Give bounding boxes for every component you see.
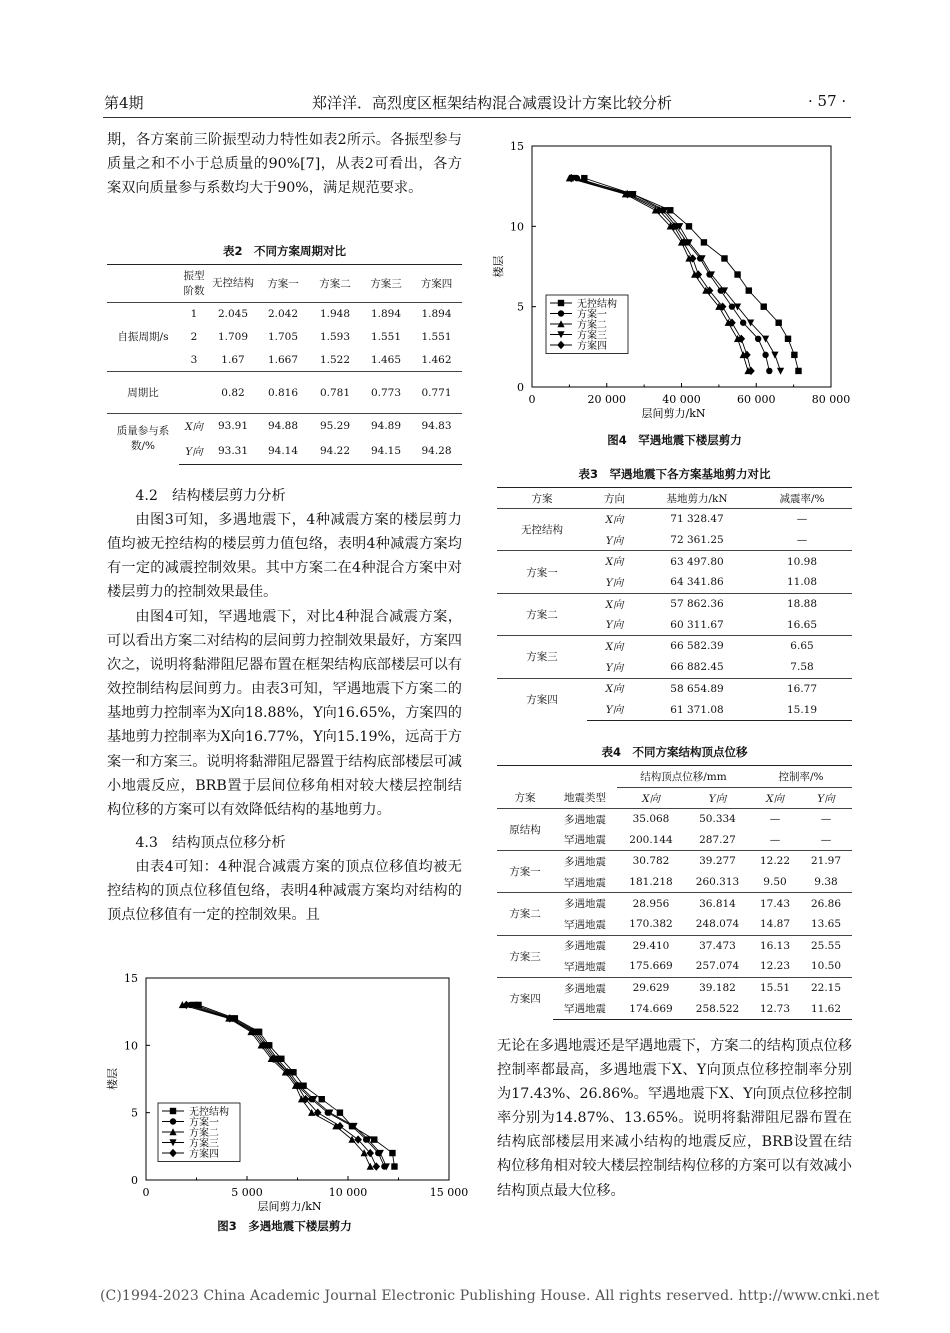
- data-point-series-0: [734, 271, 740, 277]
- t2-head-s1: 方案一: [257, 265, 309, 303]
- legend-label: 无控结构: [189, 1107, 229, 1118]
- t2-cell: Y向: [179, 439, 209, 465]
- t3-head: 基地剪力/kN: [642, 488, 752, 509]
- table-row: [497, 509, 852, 530]
- t4-cell: 28.956: [617, 893, 685, 914]
- legend-marker: [170, 1108, 176, 1114]
- t2-cell: 0.82: [209, 372, 257, 414]
- t4-cell: 37.473: [685, 935, 750, 956]
- data-point-series-0: [319, 1096, 325, 1102]
- t4-cell: 29.629: [617, 977, 685, 998]
- t3-cell: 15.19: [752, 699, 852, 720]
- t2-cell: 95.29: [309, 414, 361, 439]
- data-point-series-0: [775, 320, 781, 326]
- x-tick-label: 60 000: [737, 393, 776, 406]
- legend-label: 方案一: [577, 309, 607, 321]
- t4-scheme: 方案三: [497, 935, 553, 977]
- t2-head-s3: 方案三: [361, 265, 411, 303]
- t4-head: 地震类型: [564, 792, 606, 805]
- legend-label: 无控结构: [577, 299, 617, 310]
- section-4-2-heading: 4.2 结构楼层剪力分析: [135, 488, 286, 504]
- t4-cell: 181.218: [629, 876, 673, 889]
- t4-cell: 170.382: [629, 918, 673, 931]
- t2-cell: 94.88: [257, 414, 309, 439]
- t2-cell: 94.22: [309, 439, 361, 465]
- t4-cell: 9.38: [814, 876, 838, 889]
- table2-caption: 表2 不同方案周期对比: [222, 244, 346, 258]
- data-point-series-1: [740, 320, 746, 326]
- x-axis-label: 层间剪力/kN: [641, 407, 706, 420]
- table-row: [497, 551, 852, 572]
- t4-cell: 11.62: [800, 998, 852, 1019]
- t4-group-disp: 结构顶点位移/mm: [617, 766, 750, 788]
- sec42-paragraph-1: 由图3可知，多遇地震下，4种减震方案的楼层剪力值均被无控结构的楼层剪力值包络，表明4种减震方案均有一定的减震控制效果。其中方案二在4种混合方案中对楼层剪力的控制效果最佳。: [107, 512, 462, 601]
- t3-cell: 6.65: [752, 636, 852, 657]
- section-4-3-heading: 4.3 结构顶点位移分析: [135, 835, 286, 851]
- t4-cell: 248.074: [695, 918, 740, 931]
- t4-cell: 16.13: [750, 935, 800, 956]
- t2-cell: 1.705: [267, 331, 299, 343]
- y-tick-label: 15: [510, 140, 524, 153]
- t4-cell: 15.51: [750, 977, 800, 998]
- data-point-series-0: [686, 223, 692, 229]
- t2-cell: 1.894: [411, 303, 462, 326]
- t2-cell: 0.781: [309, 372, 361, 414]
- sec43-paragraph-1: 由表4可知：4种混合减震方案的顶点位移值均被无控结构的顶点位移值包络，表明4种减震方案均对结构的顶点位移值有一定的控制效果。且: [107, 859, 462, 924]
- t3-cell: Y向: [605, 534, 624, 547]
- table-row: [497, 851, 852, 872]
- t4-cell: 12.23: [759, 960, 791, 973]
- t2-cell: 93.31: [209, 439, 257, 465]
- t4-cell: —: [800, 809, 852, 830]
- t2-mass-label: 质量参与系数/%: [107, 414, 179, 465]
- t4-cell: 13.65: [810, 918, 842, 931]
- t4-cell: 多遇地震: [553, 977, 617, 998]
- legend-label: 方案四: [577, 341, 607, 352]
- t3-cell: X向: [587, 509, 642, 530]
- t3-cell: Y向: [605, 619, 624, 632]
- t3-cell: 72 361.25: [670, 534, 724, 547]
- x-tick-label: 20 000: [587, 393, 626, 406]
- figure-3-caption: 图3 多遇地震下楼层剪力: [217, 1219, 352, 1233]
- x-tick-label: 0: [528, 393, 536, 406]
- t2-cell: 94.15: [361, 439, 411, 465]
- y-axis-label: 楼层: [106, 1068, 119, 1090]
- page-number: · 57 ·: [808, 92, 847, 110]
- t2-cell: 2.042: [257, 303, 309, 326]
- t2-cell: 3: [190, 353, 198, 366]
- t2-cell: 94.14: [257, 439, 309, 465]
- t2-cell: 1.522: [319, 353, 351, 366]
- table-row: [497, 636, 852, 657]
- t4-cell: 287.27: [699, 833, 736, 846]
- t2-period-label: 自振周期/s: [107, 303, 179, 372]
- x-axis-label: 层间剪力/kN: [257, 1200, 322, 1213]
- table4: [497, 765, 852, 1020]
- t4-head: Y向: [817, 792, 835, 805]
- table2: [107, 264, 462, 465]
- t3-cell: Y向: [605, 576, 624, 589]
- running-title: 郑洋洋．高烈度区框架结构混合减震设计方案比较分析: [312, 94, 673, 112]
- t2-cell: 2.045: [209, 303, 257, 326]
- t3-cell: 16.65: [786, 618, 818, 631]
- t2-cell: 1.465: [370, 353, 402, 366]
- t3-cell: 63 497.80: [642, 551, 752, 572]
- t3-cell: 66 582.39: [642, 636, 752, 657]
- figure-4-caption: 图4 罕遇地震下楼层剪力: [607, 433, 742, 447]
- t3-cell: 61 371.08: [642, 699, 752, 720]
- t4-cell: 9.50: [763, 876, 787, 889]
- t3-cell: 10.98: [752, 551, 852, 572]
- t3-cell: 66 882.45: [670, 661, 724, 674]
- t4-scheme: 原结构: [497, 809, 553, 851]
- t3-head: 减震率/%: [752, 488, 852, 509]
- table-row: [107, 372, 462, 414]
- y-tick-label: 5: [131, 1106, 138, 1120]
- t2-cell: 94.89: [361, 414, 411, 439]
- legend-marker: [558, 300, 564, 306]
- t2-cell: 2: [190, 331, 198, 343]
- t3-cell: 57 862.36: [642, 593, 752, 614]
- t4-cell: 174.669: [617, 998, 685, 1019]
- t3-cell: X向: [587, 636, 642, 657]
- t3-cell: 58 654.89: [642, 678, 752, 699]
- t3-scheme: 无控结构: [497, 509, 587, 551]
- copyright-footer: (C)1994-2023 China Academic Journal Electronic Publishing House. All rights reserved. http://www.cnki.net: [100, 1288, 880, 1304]
- table3-caption: 表3 罕遇地震下各方案基地剪力对比: [578, 467, 771, 481]
- t4-scheme: 方案一: [497, 851, 553, 893]
- data-point-series-0: [701, 239, 707, 245]
- t4-cell: 罕遇地震: [553, 998, 617, 1019]
- x-tick-label: 40 000: [662, 393, 701, 406]
- legend-marker: [170, 1118, 176, 1124]
- t3-scheme: 方案二: [497, 593, 587, 635]
- t3-scheme: 方案三: [497, 636, 587, 678]
- figure-4-chart: [490, 135, 855, 425]
- y-tick-label: 10: [124, 1039, 138, 1053]
- t4-cell: 258.522: [685, 998, 750, 1019]
- table-row: [497, 977, 852, 998]
- data-point-series-1: [755, 336, 761, 342]
- data-point-series-0: [761, 303, 767, 309]
- t4-head: Y向: [708, 792, 727, 805]
- sec42-paragraph-2: 由图4可知，罕遇地震下，对比4种混合减震方案，可以看出方案二对结构的层间剪力控制效果最好，方案四次之，说明将黏滞阻尼器布置在框架结构底部楼层可以有效控制结构层间剪力。由表3可知，罕遇地震下方案二的基地剪力控制率为X向18.88%，Y向16.65%，方案四的基地剪力控制率为X向16.77%，Y向15.19%，远高于方案一和方案三。说明将黏滞阻尼器置于结构底部楼层可减小地震反应，BRB置于层间位移角相对较大楼层控制结构位移的方案可以有效降低结构的基地剪力。: [107, 609, 462, 818]
- t3-scheme: 方案四: [497, 678, 587, 720]
- t3-cell: X向: [587, 551, 642, 572]
- t3-cell: 71 328.47: [642, 509, 752, 530]
- table4-caption: 表4 不同方案结构顶点位移: [601, 745, 748, 759]
- t4-cell: 35.068: [617, 809, 685, 830]
- t4-head: X向: [642, 792, 660, 805]
- t4-cell: 25.55: [800, 935, 852, 956]
- t4-cell: 29.410: [617, 935, 685, 956]
- t4-cell: 12.22: [750, 851, 800, 872]
- t4-cell: 21.97: [800, 851, 852, 872]
- t2-cell: 1.67: [221, 353, 245, 366]
- t3-cell: X向: [587, 593, 642, 614]
- t3-cell: —: [796, 534, 808, 547]
- table-row: [107, 414, 462, 439]
- t4-scheme: 方案四: [497, 977, 553, 1019]
- data-point-series-3: [771, 352, 778, 359]
- t4-cell: 50.334: [685, 809, 750, 830]
- table3: [497, 487, 852, 721]
- data-point-series-0: [667, 207, 673, 213]
- legend-label: 方案三: [189, 1138, 219, 1150]
- t2-head-s4: 方案四: [411, 265, 462, 303]
- t4-cell: 多遇地震: [553, 809, 617, 830]
- x-tick-label: 10 000: [328, 1186, 368, 1199]
- y-tick-label: 15: [124, 972, 138, 985]
- t4-cell: 260.313: [695, 876, 740, 889]
- t2-cell: 94.28: [411, 439, 462, 465]
- t2-cell: 1.593: [319, 331, 351, 343]
- y-axis-label: 楼层: [492, 255, 505, 278]
- t4-cell: 14.87: [759, 918, 791, 931]
- legend-label: 方案二: [577, 320, 607, 331]
- t3-cell: 16.77: [752, 678, 852, 699]
- data-point-series-2: [367, 1163, 374, 1170]
- data-point-series-0: [371, 1136, 377, 1142]
- t4-cell: 罕遇地震: [564, 876, 606, 889]
- t2-cell: 0.773: [361, 372, 411, 414]
- t4-cell: 17.43: [750, 893, 800, 914]
- t4-cell: 罕遇地震: [564, 960, 606, 973]
- t3-scheme: 方案一: [497, 551, 587, 593]
- t3-head: 方向: [587, 488, 642, 509]
- legend-label: 方案三: [577, 330, 607, 342]
- table-row: [497, 809, 852, 830]
- y-tick-label: 10: [510, 220, 524, 234]
- journal-issue: 第4期: [104, 94, 144, 112]
- t2-head-mode: 振型阶数: [179, 265, 209, 303]
- t4-cell: 罕遇地震: [564, 918, 606, 931]
- t2-cell: 0.771: [411, 372, 462, 414]
- t4-scheme: 方案二: [497, 893, 553, 935]
- x-tick-label: 15 000: [429, 1186, 469, 1199]
- t4-cell: 22.15: [800, 977, 852, 998]
- t2-cell: 1.948: [309, 303, 361, 326]
- table-row: [497, 593, 852, 614]
- t3-cell: Y向: [605, 661, 624, 674]
- t4-cell: 30.782: [617, 851, 685, 872]
- legend-label: 方案二: [189, 1128, 219, 1139]
- t2-ratio-label: 周期比: [107, 372, 179, 414]
- t2-cell: 1.462: [421, 353, 452, 366]
- t4-cell: —: [820, 833, 832, 846]
- t4-cell: 39.277: [685, 851, 750, 872]
- t3-cell: 7.58: [790, 661, 814, 674]
- t3-cell: Y向: [587, 699, 642, 720]
- t3-cell: 64 341.86: [670, 576, 724, 589]
- t2-cell: 94.83: [411, 414, 462, 439]
- legend-label: 方案一: [189, 1117, 219, 1129]
- table-row: [497, 935, 852, 956]
- data-point-series-0: [795, 368, 801, 374]
- data-point-series-1: [762, 352, 768, 358]
- x-tick-label: 0: [142, 1186, 150, 1199]
- table-row: [497, 678, 852, 699]
- y-tick-label: 0: [131, 1174, 138, 1187]
- t4-cell: 257.074: [695, 960, 740, 973]
- t4-cell: 10.50: [810, 960, 842, 973]
- t3-cell: 60 311.67: [670, 618, 724, 631]
- t2-cell: 1.551: [370, 331, 402, 343]
- data-point-series-1: [766, 368, 772, 374]
- t4-cell: 罕遇地震: [564, 834, 606, 847]
- t4-cell: 200.144: [629, 833, 673, 846]
- t2-cell: 1.709: [217, 331, 249, 343]
- t2-cell: 1: [179, 303, 209, 326]
- t4-cell: 175.669: [629, 960, 673, 973]
- t4-group-rate: 控制率/%: [750, 766, 852, 788]
- t2-head-none: 无控结构: [209, 265, 257, 303]
- data-point-series-0: [391, 1163, 397, 1169]
- t3-cell: X向: [587, 678, 642, 699]
- data-point-series-0: [389, 1150, 395, 1156]
- table-row: [497, 893, 852, 914]
- data-point-series-3: [777, 368, 784, 375]
- header-rule: [103, 117, 851, 118]
- t2-cell: 0.816: [257, 372, 309, 414]
- data-point-series-0: [746, 287, 752, 293]
- t4-cell: —: [750, 809, 800, 830]
- t3-cell: —: [752, 509, 852, 530]
- x-tick-label: 5 000: [231, 1186, 263, 1199]
- x-tick-label: 80 000: [811, 393, 851, 406]
- t4-cell: 26.86: [800, 893, 852, 914]
- intro-paragraph: 期，各方案前三阶振型动力特性如表2所示。各振型参与质量之和不小于总质量的90%[7]，从表2可看出，各方案双向质量参与系数均大于90%，满足规范要求。: [107, 132, 462, 197]
- right-paragraph: 无论在多遇地震还是罕遇地震下，方案二的结构顶点位移控制率都最高，多遇地震下X、Y向顶点位移控制率分别为17.43%、26.86%。罕遇地震下X、Y向顶点位移控制率分别为14.87%、13.65%。说明将黏滞阻尼器布置在结构底部楼层用来减小结构的地震反应，BRB设置在结构位移角相对较大楼层控制结构位移的方案可以有效减小结构顶点最大位移。: [497, 1038, 852, 1199]
- t2-head-s2: 方案二: [309, 265, 361, 303]
- legend-label: 方案四: [189, 1149, 219, 1160]
- t4-cell: 多遇地震: [553, 935, 617, 956]
- t4-cell: 12.73: [750, 998, 800, 1019]
- t4-cell: 多遇地震: [553, 893, 617, 914]
- t4-head: X向: [766, 792, 784, 805]
- table-row: [107, 303, 462, 326]
- t3-cell: 18.88: [752, 593, 852, 614]
- t4-cell: 39.182: [685, 977, 750, 998]
- t2-cell: X向: [179, 414, 209, 439]
- t3-head: 方案: [497, 488, 587, 509]
- data-point-series-0: [721, 255, 727, 261]
- t4-cell: 36.814: [685, 893, 750, 914]
- t2-cell: 93.91: [209, 414, 257, 439]
- t3-cell: 11.08: [786, 576, 818, 589]
- data-point-series-0: [791, 352, 797, 358]
- t2-cell: 1.551: [421, 331, 452, 343]
- y-tick-label: 0: [517, 381, 524, 394]
- y-tick-label: 5: [517, 300, 524, 314]
- t2-cell: 1.894: [361, 303, 411, 326]
- figure-3-chart: [100, 965, 470, 1220]
- t2-cell: 1.667: [267, 353, 299, 366]
- data-point-series-1: [729, 303, 735, 309]
- data-point-series-0: [785, 336, 791, 342]
- legend-marker: [558, 310, 564, 316]
- t4-head: 方案: [514, 792, 536, 805]
- t4-cell: 多遇地震: [553, 851, 617, 872]
- t4-cell: —: [769, 833, 781, 846]
- data-point-series-3: [762, 336, 769, 343]
- data-point-series-0: [337, 1109, 343, 1115]
